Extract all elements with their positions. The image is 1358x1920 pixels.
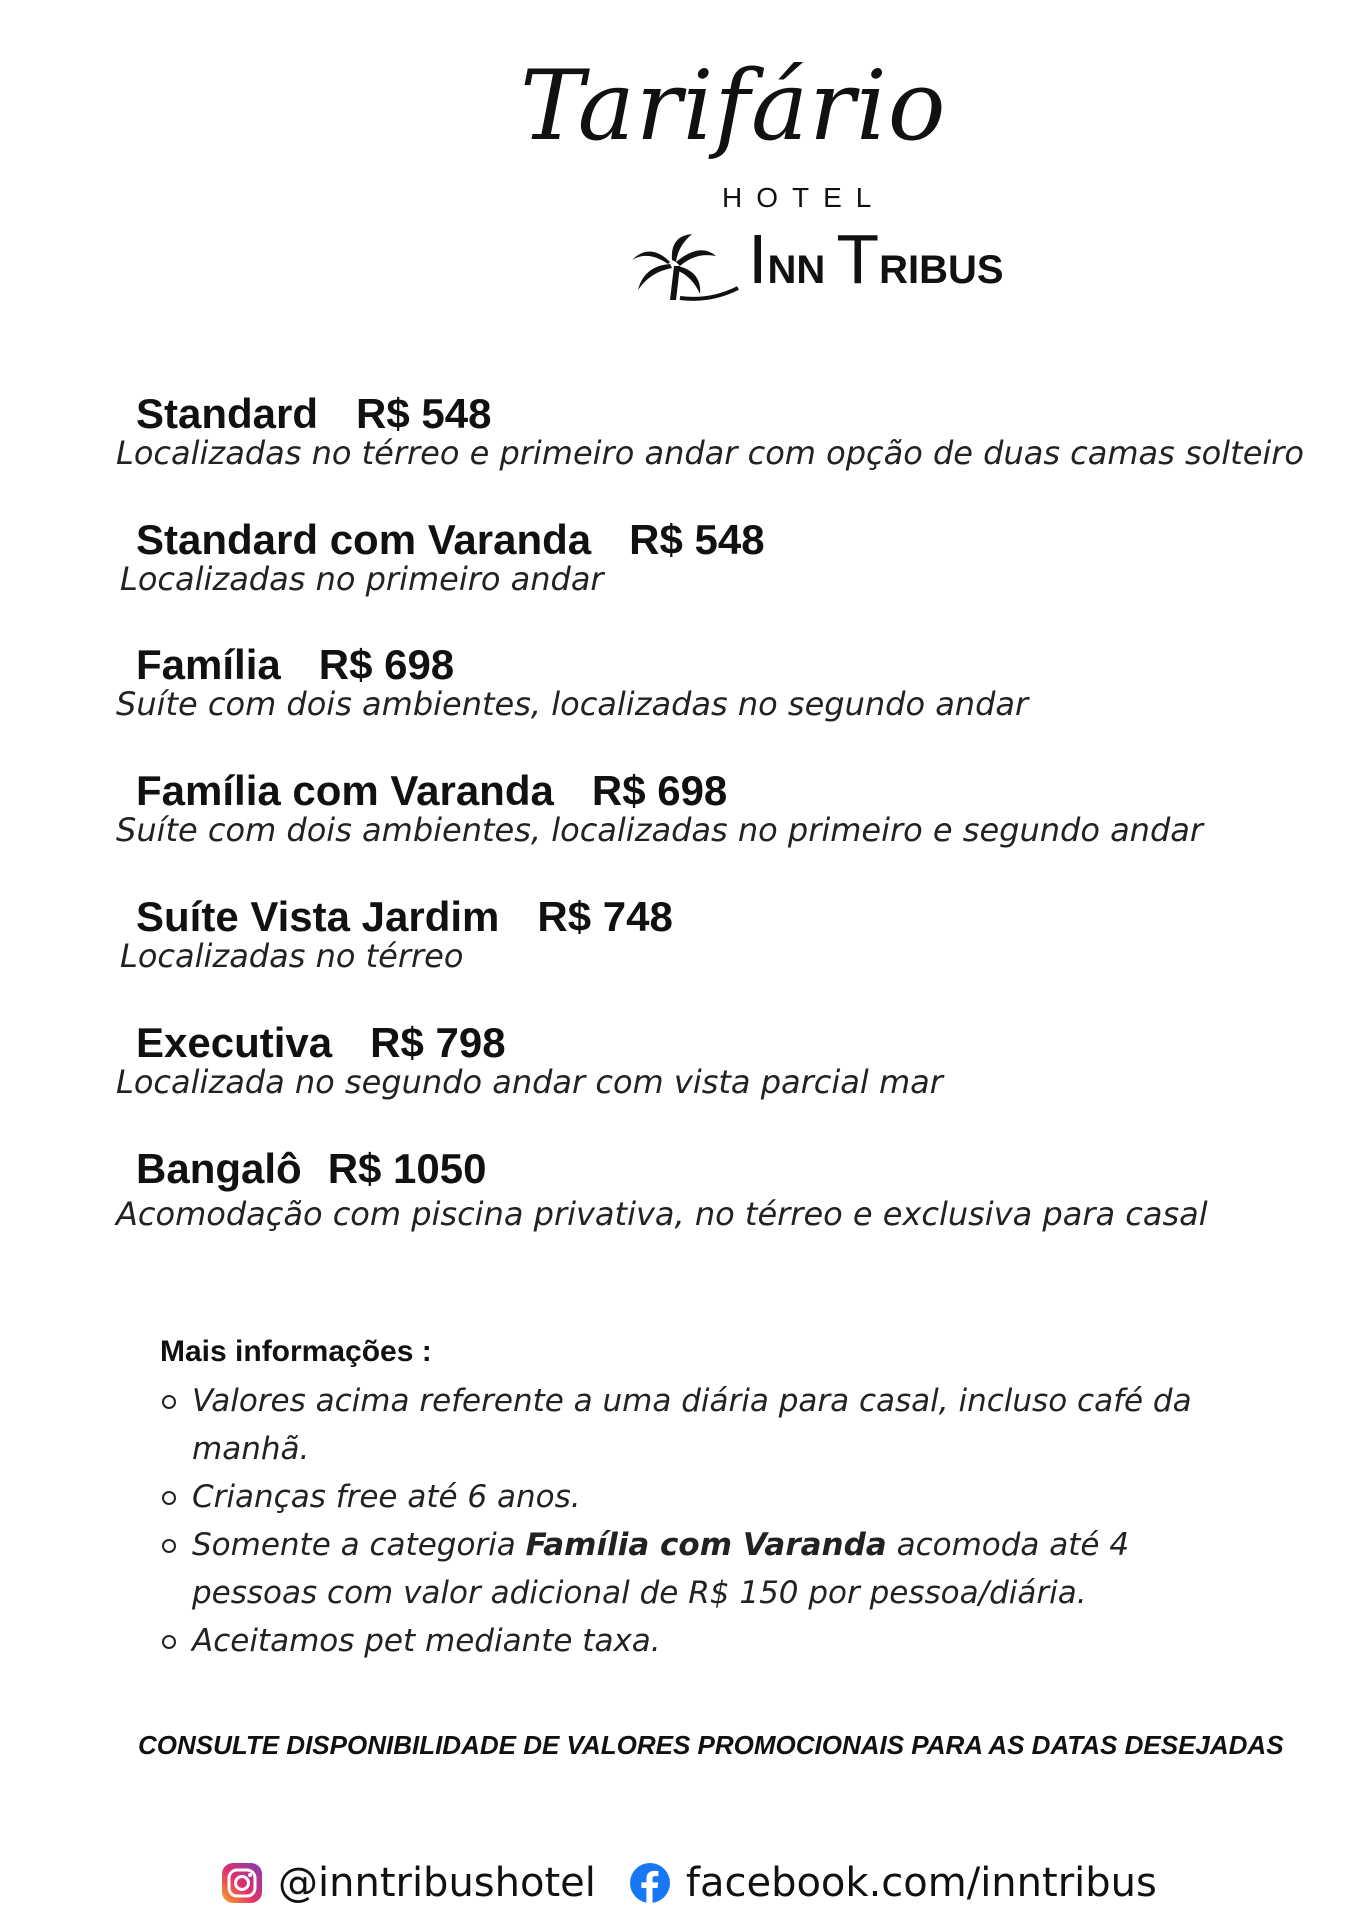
logo-hotel-label: HOTEL xyxy=(722,182,886,213)
info-title: Mais informações : xyxy=(160,1335,432,1368)
hotel-logo xyxy=(0,0,1358,330)
room-standard-varanda xyxy=(0,516,1358,636)
facebook-link[interactable]: facebook.com/inntribus xyxy=(685,1860,1157,1906)
room-heading xyxy=(136,390,491,438)
room-heading xyxy=(136,641,454,689)
room-standard xyxy=(0,390,1358,510)
logo-script-title: Tarifário xyxy=(520,50,947,162)
info-text-post: acomoda até 4 pessoas com valor adicional de R$ 150 por pessoa/diária. xyxy=(192,1527,1130,1611)
room-price: R$ 548 xyxy=(356,390,492,437)
info-text-bold: Família com Varanda xyxy=(525,1527,887,1563)
room-familia xyxy=(0,641,1358,761)
room-price: R$ 548 xyxy=(629,516,765,563)
room-name: Standard xyxy=(136,390,319,437)
room-price: R$ 1050 xyxy=(327,1145,487,1192)
instagram-icon[interactable] xyxy=(220,1861,264,1905)
room-description: Localizada no segundo andar com vista parcial mar xyxy=(116,1063,943,1101)
room-name: Executiva xyxy=(136,1019,333,1066)
room-description: Suíte com dois ambientes, localizadas no segundo andar xyxy=(116,685,1029,723)
room-description: Acomodação com piscina privativa, no térreo e exclusiva para casal xyxy=(116,1195,1208,1233)
more-info-section xyxy=(160,1335,1240,1665)
brand-initial-i: I xyxy=(748,220,768,298)
room-description: Localizadas no primeiro andar xyxy=(120,560,604,598)
room-name: Bangalô xyxy=(136,1145,302,1192)
instagram-handle[interactable]: @inntribushotel xyxy=(278,1860,596,1906)
info-text-pre: Somente a categoria xyxy=(192,1527,526,1563)
logo-brand-name xyxy=(748,220,1004,298)
room-name: Família xyxy=(136,641,281,688)
info-text: Crianças free até 6 anos. xyxy=(192,1479,581,1515)
brand-rest-ribus: RIBUS xyxy=(879,248,1004,292)
room-description: Localizadas no térreo e primeiro andar com opção de duas camas solteiro xyxy=(116,434,1304,472)
circle-bullet-icon xyxy=(162,1539,176,1553)
room-price: R$ 798 xyxy=(370,1019,506,1066)
room-heading xyxy=(136,893,673,941)
circle-bullet-icon xyxy=(162,1395,176,1409)
facebook-icon[interactable] xyxy=(628,1861,672,1905)
room-bangalo xyxy=(0,1145,1358,1265)
room-heading xyxy=(136,1019,506,1067)
room-name: Família com Varanda xyxy=(136,767,554,814)
list-item xyxy=(160,1617,1240,1665)
list-item xyxy=(160,1521,1240,1617)
social-links xyxy=(220,1855,1157,1911)
info-list xyxy=(160,1377,1240,1665)
promo-notice: CONSULTE DISPONIBILIDADE DE VALORES PROMOCIONAIS PARA AS DATAS DESEJADAS xyxy=(138,1730,1284,1760)
room-heading xyxy=(136,767,727,815)
room-price: R$ 748 xyxy=(537,893,673,940)
palm-tree-icon xyxy=(630,232,740,302)
room-suite-vista-jardim xyxy=(0,893,1358,1013)
room-price: R$ 698 xyxy=(318,641,455,688)
info-text: Valores acima referente a uma diária para casal, incluso café da manhã. xyxy=(192,1383,1192,1467)
info-text: Aceitamos pet mediante taxa. xyxy=(192,1623,661,1659)
circle-bullet-icon xyxy=(162,1635,176,1649)
room-familia-varanda xyxy=(0,767,1358,887)
room-name: Suíte Vista Jardim xyxy=(136,893,500,940)
room-heading xyxy=(136,1145,486,1193)
room-price: R$ 698 xyxy=(591,767,728,814)
list-item xyxy=(160,1377,1240,1473)
room-description: Suíte com dois ambientes, localizadas no primeiro e segundo andar xyxy=(116,811,1204,849)
brand-rest-nn: NN xyxy=(767,248,826,292)
room-heading xyxy=(136,516,765,564)
room-description: Localizadas no térreo xyxy=(120,937,464,975)
brand-initial-t: T xyxy=(836,220,880,298)
list-item xyxy=(160,1473,1240,1521)
circle-bullet-icon xyxy=(162,1491,176,1505)
room-executiva xyxy=(0,1019,1358,1139)
room-name: Standard com Varanda xyxy=(136,516,592,563)
